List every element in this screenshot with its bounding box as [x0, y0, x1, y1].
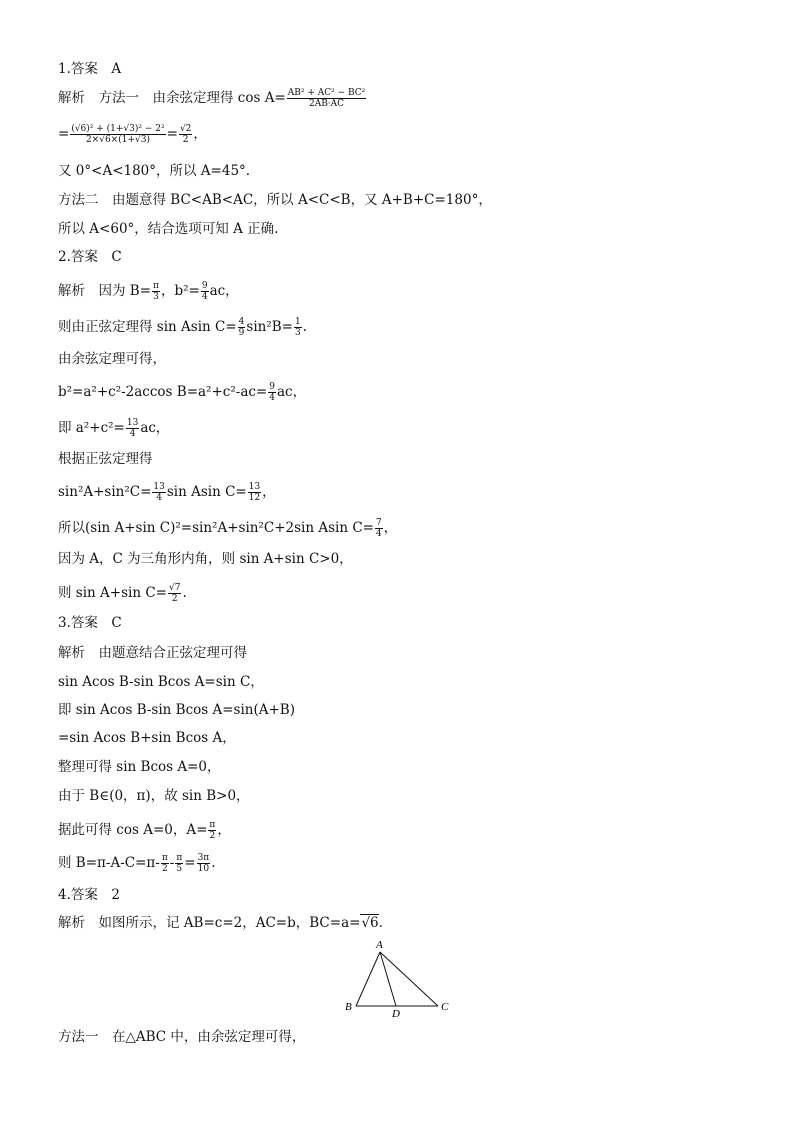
answer-2-sine-law-2: 根据正弦定理得 [58, 451, 153, 467]
fraction: $\frac{9}{4}$ [269, 382, 275, 403]
fraction: $\frac{7}{4}$ [375, 518, 382, 539]
fraction: $\frac{13}{4}$ [153, 482, 165, 503]
fraction: $\frac{\pi}{2}$ [161, 853, 168, 874]
answer-1-conclusion: 又 0°<A<180°，所以 A=45°. [58, 163, 251, 179]
side-ac [380, 952, 438, 1006]
answer-4-heading: 4.答案 2 [58, 887, 120, 903]
answer-2-cosine-intro: 由余弦定理可得， [58, 351, 166, 367]
answer-3-simplify: 整理可得 sin Bcos A=0， [58, 759, 221, 775]
answer-4-method-1: 方法一 在△ABC 中，由余弦定理可得， [58, 1029, 306, 1045]
fraction: $\frac{√2}{2}$ [179, 124, 192, 145]
fraction: $\frac{3\pi}{10}$ [197, 853, 210, 874]
answer-3-eq-2: 即 sin Acos B-sin Bcos A=sin(A+B) [58, 702, 295, 718]
answer-3-cosa: 据此可得 cos A=0，A= $\frac{\pi}{2}$ ， [58, 820, 231, 841]
answer-3-result: 则 B=π-A-C=π- $\frac{\pi}{2}$ - $\frac{\pi}{5}$ = $\frac{3\pi}{10}$ . [58, 853, 216, 874]
fraction: $\frac{\pi}{2}$ [209, 820, 216, 841]
side-ab [356, 952, 380, 1006]
answer-3-analysis: 解析 由题意结合正弦定理可得 [58, 645, 247, 661]
fraction: $\frac{4}{9}$ [238, 317, 245, 338]
answer-1-heading: 1.答案 A [58, 61, 122, 77]
answer-3-heading: 3.答案 C [58, 615, 122, 631]
answer-2-result: 则 sin A+sin C= $\frac{√7}{2}$ . [58, 583, 187, 604]
answer-3-sinb: 由于 B∈(0，π)，故 sin B>0， [58, 788, 250, 804]
fraction: $\frac{\pi}{5}$ [176, 853, 183, 874]
triangle-figure [338, 936, 458, 1018]
answer-2-sum-squares: 即 a²+c²= $\frac{13}{4}$ ac， [58, 418, 170, 439]
fraction: $\frac{\text{(√6)² + (1+√3)² − 2²}}{2\times√6\times(1+√3)}$ [71, 124, 165, 145]
fraction: $\frac{13}{4}$ [126, 418, 139, 439]
fraction: $\frac{13}{12}$ [248, 482, 261, 503]
label-b: B [345, 1001, 352, 1013]
answer-2-sine-squares: sin²A+sin²C= $\frac{13}{4}$ sin Asin C= $\frac{13}{12}$ ， [58, 482, 276, 503]
answer-2-inner-angles: 因为 A，C 为三角形内角，则 sin A+sin C>0， [58, 551, 353, 567]
answer-3-eq-1: sin Acos B-sin Bcos A=sin C， [58, 674, 264, 690]
answer-4-analysis: 解析 如图所示，记 AB=c=2，AC=b，BC=a=√6. [58, 915, 383, 931]
fraction: $\frac{\text{AB² + AC² − BC²}}{2AB\cdot AC}$ [287, 88, 366, 109]
answer-1-method-1: 解析 方法一 由余弦定理得 cos A= $\frac{\text{AB² + AC² − BC²}}{2AB\cdot AC}$ [58, 88, 366, 109]
label-c: C [441, 1001, 449, 1013]
fraction: $\frac{1}{3}$ [294, 317, 301, 338]
answer-1-method-2-cont: 所以 A<60°，结合选项可知 A 正确. [58, 221, 279, 237]
answer-2-sine-law: 则由正弦定理得 sin Asin C= $\frac{4}{9}$ sin²B= $\frac{1}{3}$ . [58, 317, 308, 338]
fraction: $\frac{9}{4}$ [201, 281, 208, 302]
fraction: $\frac{\pi}{3}$ [153, 281, 159, 302]
fraction: $\frac{√7}{2}$ [168, 583, 181, 604]
answer-2-square-sum: 所以(sin A+sin C)²=sin²A+sin²C+2sin Asin C= $\frac{7}{4}$ ， [58, 518, 398, 539]
answer-1-calc: = $\frac{\text{(√6)² + (1+√3)² − 2²}}{2\times√6\times(1+√3)}$ = $\frac{√2}{2}$ ， [58, 124, 207, 145]
label-d: D [392, 1008, 400, 1018]
label-a: A [376, 939, 383, 951]
answer-3-eq-3: =sin Acos B+sin Bcos A， [58, 730, 236, 746]
answer-1-method-2: 方法二 由题意得 BC<AB<AC，所以 A<C<B，又 A+B+C=180°， [58, 192, 492, 208]
answer-2-cosine-eq: b²=a²+c²-2accos B=a²+c²-ac= $\frac{9}{4}$ ac， [58, 382, 307, 403]
answer-2-analysis: 解析 因为 B= $\frac{\pi}{3}$ ，b²= $\frac{9}{4}$ ac， [58, 281, 239, 302]
answer-2-heading: 2.答案 C [58, 249, 122, 265]
